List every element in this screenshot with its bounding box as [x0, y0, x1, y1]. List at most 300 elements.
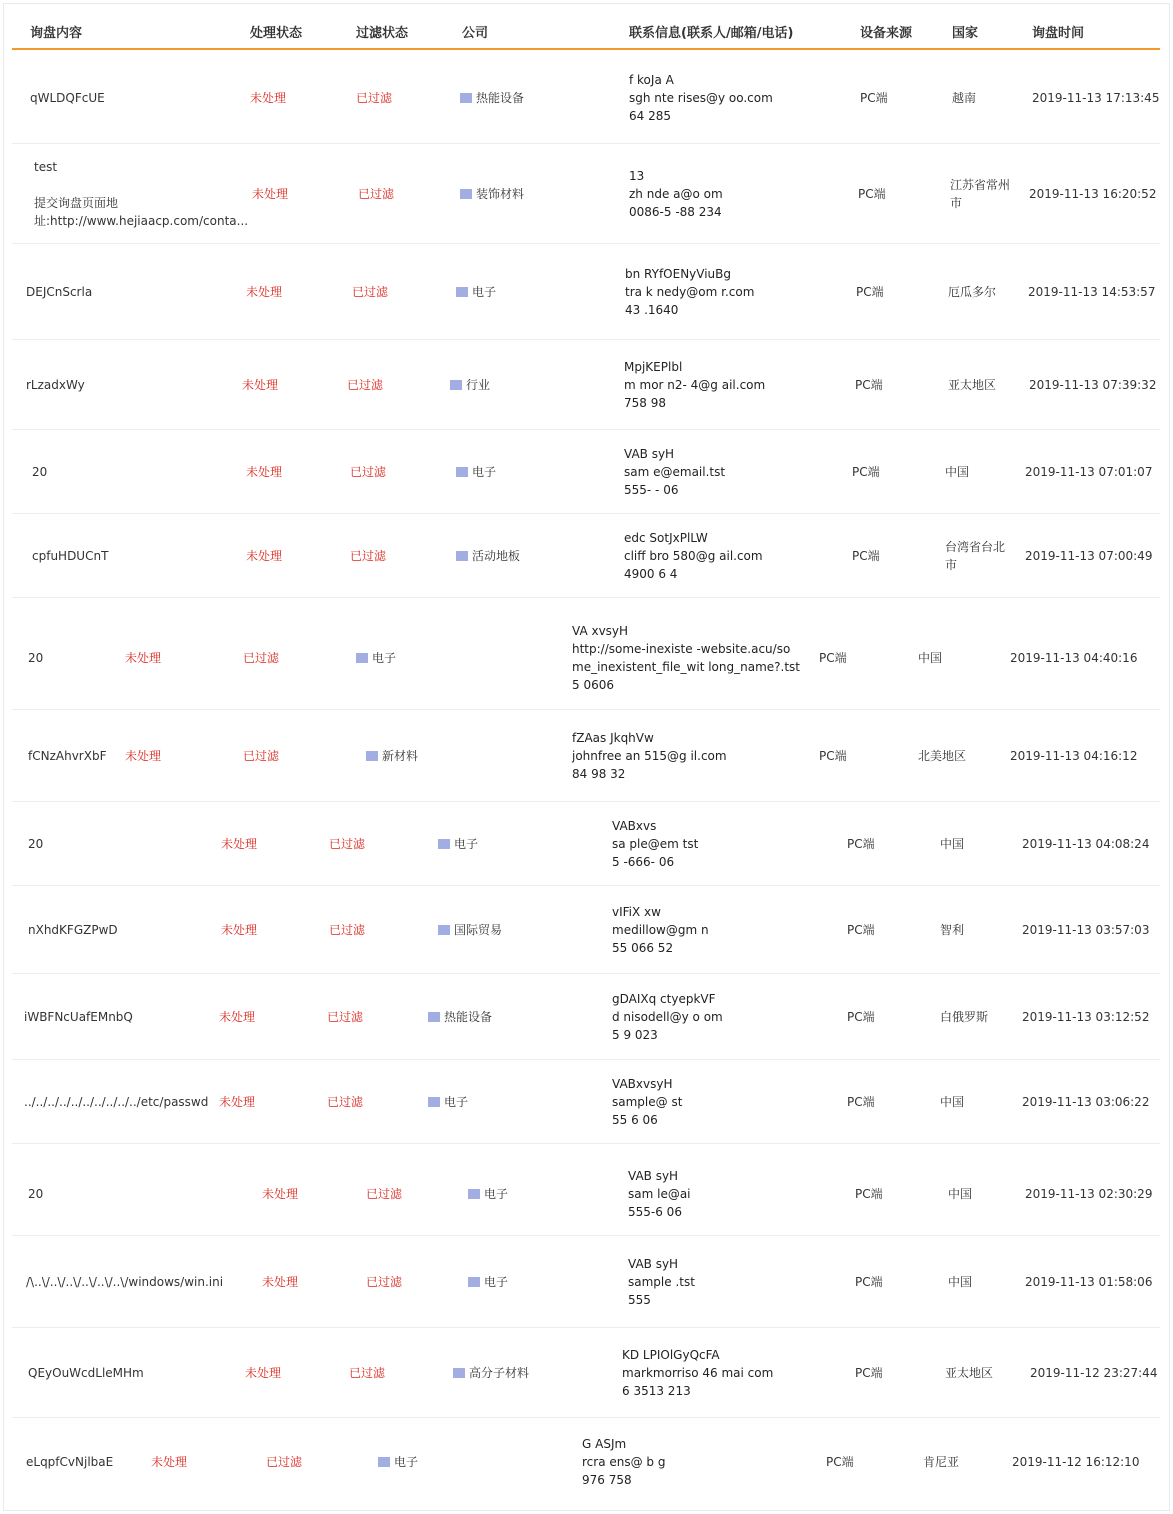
country-line: 中国 — [918, 651, 943, 665]
contact-info — [628, 1255, 695, 1309]
device-source-line: PC端 — [855, 1275, 883, 1289]
company-name — [466, 376, 490, 394]
contact-info — [628, 1167, 691, 1221]
company-logo-icon — [460, 93, 472, 103]
company-name-line: 行业 — [466, 378, 491, 392]
company-name-line: 电子 — [454, 837, 479, 851]
table-row[interactable] — [12, 244, 1160, 340]
inquiry-time-line: 2019-11-13 07:00:49 — [1025, 549, 1153, 563]
inquiry-time-line: 2019-11-13 17:13:45 — [1032, 91, 1160, 105]
inquiry-content — [28, 747, 106, 765]
contact-info-line: markmorriso 46 mai com — [622, 1366, 774, 1380]
contact-info-line: medillow@gm n — [612, 923, 709, 937]
contact-info-line: vIFiX xw — [612, 905, 661, 919]
contact-info — [612, 817, 698, 871]
contact-info — [622, 1346, 773, 1400]
inquiry-time — [1029, 185, 1156, 203]
country — [923, 1453, 959, 1471]
contact-info-line: gDAIXq ctyepkVF — [612, 992, 716, 1006]
inquiry-time — [1032, 89, 1159, 107]
process-status-line: 未处理 — [250, 91, 287, 105]
country — [918, 747, 966, 765]
inquiry-time — [1025, 547, 1152, 565]
contact-info-line: 5 9 023 — [612, 1028, 658, 1042]
inquiry-time — [1022, 921, 1149, 939]
inquiry-content — [28, 921, 118, 939]
process-status — [245, 1364, 281, 1382]
filter-status-line: 已过滤 — [329, 923, 366, 937]
device-source-line: PC端 — [852, 549, 880, 563]
company-name — [372, 649, 396, 667]
country-line: 市 — [950, 196, 963, 210]
col-header-company: 公司 — [462, 26, 489, 41]
inquiry-time-line: 2019-11-12 16:12:10 — [1012, 1455, 1140, 1469]
company-logo-icon — [460, 189, 472, 199]
company-logo-icon — [450, 380, 462, 390]
process-status-line: 未处理 — [262, 1275, 299, 1289]
filter-status — [350, 547, 386, 565]
device-source — [855, 1364, 883, 1382]
contact-info-line: sgh nte rises@y oo.com — [629, 91, 773, 105]
company-name — [484, 1273, 508, 1291]
contact-info-line: 6 3513 213 — [622, 1384, 691, 1398]
company-name-line: 电子 — [484, 1187, 509, 1201]
country-line: 智利 — [940, 923, 965, 937]
process-status-line: 未处理 — [246, 465, 283, 479]
country — [952, 89, 976, 107]
company-logo-icon — [356, 653, 368, 663]
inquiry-time — [1022, 835, 1149, 853]
company-name-line: 新材料 — [382, 749, 419, 763]
device-source-line: PC端 — [847, 837, 875, 851]
process-status — [221, 835, 257, 853]
device-source — [855, 376, 883, 394]
filter-status-line: 已过滤 — [350, 465, 387, 479]
contact-info-line: http://some-inexiste -website.acu/so — [572, 642, 791, 656]
country-line: 北美地区 — [918, 749, 967, 763]
country — [945, 463, 969, 481]
device-source — [847, 921, 875, 939]
country-line: 亚太地区 — [945, 1366, 994, 1380]
inquiry-time-line: 2019-11-13 14:53:57 — [1028, 285, 1156, 299]
contact-info-line: edc SotJxPlLW — [624, 531, 708, 545]
inquiry-content-line: eLqpfCvNjlbaE — [26, 1455, 114, 1469]
company-logo-icon — [438, 839, 450, 849]
contact-info-line: f koJa A — [629, 73, 674, 87]
inquiry-content — [26, 376, 85, 394]
contact-info-line: me_inexistent_file_wit long_name?.tst — [572, 660, 800, 674]
device-source — [819, 649, 847, 667]
inquiry-time-line: 2019-11-13 07:39:32 — [1029, 378, 1157, 392]
col-header-contact: 联系信息(联系人/邮箱/电话) — [629, 26, 794, 41]
device-source — [819, 747, 847, 765]
country-line: 江苏省常州 — [950, 178, 1011, 192]
contact-info-line: cliff bro 580@g ail.com — [624, 549, 763, 563]
inquiry-content-line: qWLDQFcUE — [30, 91, 105, 105]
device-source — [855, 1273, 883, 1291]
table-row[interactable] — [12, 802, 1160, 886]
contact-info-line: 976 758 — [582, 1473, 632, 1487]
inquiry-content — [28, 835, 43, 853]
filter-status — [329, 921, 365, 939]
company-name-line: 电子 — [472, 465, 497, 479]
filter-status — [329, 835, 365, 853]
inquiry-content-line: ../../../../../../../../../../etc/passwd — [24, 1095, 209, 1109]
inquiry-content — [30, 89, 105, 107]
country-line: 中国 — [940, 837, 965, 851]
process-status — [246, 283, 282, 301]
filter-status — [356, 89, 392, 107]
process-status-line: 未处理 — [262, 1187, 299, 1201]
contact-info — [572, 622, 800, 694]
inquiry-content-line: iWBFNcUafEMnbQ — [24, 1010, 133, 1024]
col-header-country: 国家 — [952, 26, 979, 41]
process-status — [242, 376, 278, 394]
inquiry-time — [1022, 1093, 1149, 1111]
process-status — [252, 185, 288, 203]
country-line: 中国 — [945, 465, 970, 479]
filter-status-line: 已过滤 — [329, 837, 366, 851]
inquiry-time — [1025, 463, 1152, 481]
country-line: 肯尼亚 — [923, 1455, 960, 1469]
company-name-line: 电子 — [472, 285, 497, 299]
inquiry-time-line: 2019-11-12 23:27:44 — [1030, 1366, 1158, 1380]
country — [948, 1273, 972, 1291]
device-source-line: PC端 — [855, 378, 883, 392]
contact-info-line: VAB syH — [624, 447, 675, 461]
country-line: 白俄罗斯 — [940, 1010, 989, 1024]
device-source — [847, 835, 875, 853]
inquiry-content — [32, 547, 108, 565]
contact-info-line: 758 98 — [624, 396, 666, 410]
contact-info-line: sam le@ai — [628, 1187, 691, 1201]
country — [945, 1364, 993, 1382]
inquiry-time — [1022, 1008, 1149, 1026]
contact-info-line: tra k nedy@om r.com — [625, 285, 755, 299]
contact-info-line: rcra ens@ b g — [582, 1455, 666, 1469]
process-status — [262, 1185, 298, 1203]
inquiry-time-line: 2019-11-13 02:30:29 — [1025, 1187, 1153, 1201]
filter-status — [347, 376, 383, 394]
company-name — [454, 921, 502, 939]
contact-info-line: 555 — [628, 1293, 651, 1307]
device-source-line: PC端 — [860, 91, 888, 105]
contact-info-line: 4900 6 4 — [624, 567, 678, 581]
company-name-line: 热能设备 — [444, 1010, 493, 1024]
process-status — [250, 89, 286, 107]
device-source — [856, 283, 884, 301]
table-row[interactable] — [12, 1328, 1160, 1418]
device-source — [852, 547, 880, 565]
company-name-line: 装饰材料 — [476, 187, 525, 201]
filter-status — [327, 1093, 363, 1111]
filter-status — [243, 649, 279, 667]
inquiry-content — [32, 463, 47, 481]
contact-info-line: 0086-5 -88 234 — [629, 205, 722, 219]
table-row[interactable] — [12, 1236, 1160, 1328]
inquiry-time — [1012, 1453, 1139, 1471]
filter-status-line: 已过滤 — [356, 91, 393, 105]
inquiry-content-line — [34, 176, 248, 194]
contact-info-line: johnfree an 515@g il.com — [572, 749, 727, 763]
contact-info-line: sample .tst — [628, 1275, 695, 1289]
contact-info — [629, 167, 723, 221]
inquiry-content-line: QEyOuWcdLleMHm — [28, 1366, 144, 1380]
contact-info — [582, 1435, 665, 1489]
company-name-line: 高分子材料 — [469, 1366, 530, 1380]
table-row[interactable] — [12, 1418, 1160, 1506]
company-logo-icon — [378, 1457, 390, 1467]
device-source-line: PC端 — [847, 923, 875, 937]
inquiry-time — [1028, 283, 1155, 301]
filter-status-line: 已过滤 — [266, 1455, 303, 1469]
inquiry-time-line: 2019-11-13 04:16:12 — [1010, 749, 1138, 763]
filter-status-line: 已过滤 — [327, 1095, 364, 1109]
contact-info-line: 64 285 — [629, 109, 671, 123]
process-status-line: 未处理 — [151, 1455, 188, 1469]
inquiry-time-line: 2019-11-13 04:40:16 — [1010, 651, 1138, 665]
process-status — [219, 1008, 255, 1026]
contact-info-line: m mor n2- 4@g ail.com — [624, 378, 766, 392]
table-row[interactable] — [12, 144, 1160, 244]
device-source-line: PC端 — [847, 1095, 875, 1109]
filter-status — [327, 1008, 363, 1026]
contact-info-line: zh nde a@o om — [629, 187, 723, 201]
process-status — [151, 1453, 187, 1471]
company-name-line: 国际贸易 — [454, 923, 503, 937]
company-logo-icon — [428, 1097, 440, 1107]
contact-info-line: bn RYfOENyViuBg — [625, 267, 732, 281]
contact-info-line: VAB syH — [628, 1169, 679, 1183]
inquiry-content — [28, 1185, 43, 1203]
table-row[interactable] — [12, 340, 1160, 430]
contact-info — [624, 529, 763, 583]
process-status-line: 未处理 — [219, 1010, 256, 1024]
table-row[interactable] — [12, 606, 1160, 710]
company-name — [454, 835, 478, 853]
filter-status — [350, 463, 386, 481]
country — [940, 921, 964, 939]
inquiry-time — [1029, 376, 1156, 394]
inquiry-content — [24, 1008, 133, 1026]
inquiry-content-line: /\..\/..\/..\/..\/..\/..\/windows/win.ini — [26, 1275, 224, 1289]
company-name — [472, 283, 496, 301]
col-header-time: 询盘时间 — [1032, 26, 1085, 41]
table-row[interactable] — [12, 710, 1160, 802]
company-name-line: 电子 — [484, 1275, 509, 1289]
table-header — [12, 10, 1160, 50]
company-name-line: 电子 — [394, 1455, 419, 1469]
inquiry-content-line: test — [34, 160, 58, 174]
company-logo-icon — [438, 925, 450, 935]
inquiry-time-line: 2019-11-13 03:06:22 — [1022, 1095, 1150, 1109]
inquiry-time-line: 2019-11-13 03:57:03 — [1022, 923, 1150, 937]
company-name-line: 电子 — [372, 651, 397, 665]
contact-info — [624, 445, 725, 499]
inquiry-content-line: rLzadxWy — [26, 378, 85, 392]
country — [940, 835, 964, 853]
inquiry-content-line: nXhdKFGZPwD — [28, 923, 118, 937]
contact-info-line: 555-6 06 — [628, 1205, 682, 1219]
device-source — [847, 1008, 875, 1026]
col-header-process-status: 处理状态 — [250, 26, 303, 41]
process-status — [221, 921, 257, 939]
filter-status-line: 已过滤 — [350, 549, 387, 563]
contact-info — [612, 990, 723, 1044]
process-status-line: 未处理 — [125, 749, 162, 763]
contact-info-line: sam e@email.tst — [624, 465, 726, 479]
inquiry-content — [24, 1093, 208, 1111]
filter-status — [243, 747, 279, 765]
filter-status-line: 已过滤 — [352, 285, 389, 299]
inquiry-time — [1030, 1364, 1157, 1382]
contact-info-line: VAB syH — [628, 1257, 679, 1271]
contact-info-line: 5 0606 — [572, 678, 614, 692]
country — [940, 1093, 964, 1111]
country — [945, 538, 1005, 574]
contact-info — [612, 1075, 682, 1129]
country — [948, 376, 996, 394]
device-source — [860, 89, 888, 107]
inquiry-time — [1010, 747, 1137, 765]
inquiry-content-line: 20 — [28, 651, 44, 665]
filter-status — [366, 1185, 402, 1203]
device-source — [855, 1185, 883, 1203]
filter-status — [349, 1364, 385, 1382]
country — [940, 1008, 988, 1026]
inquiry-content — [34, 158, 248, 230]
company-name — [444, 1008, 492, 1026]
company-logo-icon — [468, 1277, 480, 1287]
device-source-line: PC端 — [819, 749, 847, 763]
device-source-line: PC端 — [855, 1366, 883, 1380]
contact-info-line: sample@ st — [612, 1095, 683, 1109]
filter-status-line: 已过滤 — [366, 1187, 403, 1201]
process-status — [246, 463, 282, 481]
contact-info-line: VA xvsyH — [572, 624, 629, 638]
inquiry-content-line: 提交询盘页面地 — [34, 196, 119, 210]
inquiry-content-line: fCNzAhvrXbF — [28, 749, 107, 763]
table-row[interactable] — [12, 52, 1160, 144]
filter-status-line: 已过滤 — [349, 1366, 386, 1380]
device-source-line: PC端 — [819, 651, 847, 665]
company-logo-icon — [453, 1368, 465, 1378]
contact-info-line: 13 — [629, 169, 645, 183]
contact-info-line: 55 6 06 — [612, 1113, 658, 1127]
inquiry-content — [26, 1273, 223, 1291]
country — [948, 1185, 972, 1203]
device-source-line: PC端 — [856, 285, 884, 299]
process-status — [125, 747, 161, 765]
contact-info-line: VABxvs — [612, 819, 657, 833]
contact-info-line: sa ple@em tst — [612, 837, 699, 851]
country-line: 中国 — [948, 1275, 973, 1289]
company-name-line: 电子 — [444, 1095, 469, 1109]
device-source-line: PC端 — [858, 187, 886, 201]
device-source-line: PC端 — [852, 465, 880, 479]
col-header-filter-status: 过滤状态 — [356, 26, 409, 41]
company-name — [472, 547, 520, 565]
inquiry-content — [28, 1364, 144, 1382]
country-line: 厄瓜多尔 — [948, 285, 997, 299]
device-source-line: PC端 — [847, 1010, 875, 1024]
company-logo-icon — [456, 467, 468, 477]
col-header-content: 询盘内容 — [30, 26, 83, 41]
filter-status-line: 已过滤 — [347, 378, 384, 392]
inquiry-time — [1010, 649, 1137, 667]
process-status-line: 未处理 — [219, 1095, 256, 1109]
company-logo-icon — [456, 551, 468, 561]
inquiry-time-line: 2019-11-13 03:12:52 — [1022, 1010, 1150, 1024]
company-logo-icon — [366, 751, 378, 761]
contact-info-line: 43 .1640 — [625, 303, 679, 317]
filter-status — [352, 283, 388, 301]
process-status — [219, 1093, 255, 1111]
contact-info-line: G ASJm — [582, 1437, 627, 1451]
company-name — [484, 1185, 508, 1203]
contact-info — [572, 729, 727, 783]
filter-status-line: 已过滤 — [243, 651, 280, 665]
table-row[interactable] — [12, 886, 1160, 974]
company-name — [476, 89, 524, 107]
country — [918, 649, 942, 667]
table-row[interactable] — [12, 430, 1160, 514]
inquiry-time — [1025, 1185, 1152, 1203]
company-name — [469, 1364, 529, 1382]
table-row[interactable] — [12, 1060, 1160, 1144]
country-line: 越南 — [952, 91, 977, 105]
process-status-line: 未处理 — [246, 285, 283, 299]
contact-info — [625, 265, 754, 319]
contact-info — [624, 358, 765, 412]
table-row[interactable] — [12, 1152, 1160, 1236]
company-name-line: 活动地板 — [472, 549, 521, 563]
contact-info-line: d nisodell@y o om — [612, 1010, 723, 1024]
country — [950, 176, 1010, 212]
contact-info-line: 5 -666- 06 — [612, 855, 675, 869]
filter-status — [366, 1273, 402, 1291]
process-status-line: 未处理 — [242, 378, 279, 392]
inquiry-time-line: 2019-11-13 04:08:24 — [1022, 837, 1150, 851]
table-row[interactable] — [12, 514, 1160, 598]
company-name — [476, 185, 524, 203]
company-name — [382, 747, 418, 765]
device-source — [858, 185, 886, 203]
process-status-line: 未处理 — [245, 1366, 282, 1380]
company-logo-icon — [428, 1012, 440, 1022]
table-row[interactable] — [12, 974, 1160, 1060]
contact-info-line: 84 98 32 — [572, 767, 626, 781]
device-source-line: PC端 — [855, 1187, 883, 1201]
process-status-line: 未处理 — [252, 187, 289, 201]
country-line: 亚太地区 — [948, 378, 997, 392]
inquiry-content — [26, 1453, 113, 1471]
device-source — [852, 463, 880, 481]
company-name — [444, 1093, 468, 1111]
company-logo-icon — [456, 287, 468, 297]
country-line: 中国 — [948, 1187, 973, 1201]
process-status-line: 未处理 — [246, 549, 283, 563]
process-status-line: 未处理 — [125, 651, 162, 665]
process-status-line: 未处理 — [221, 923, 258, 937]
company-name — [394, 1453, 418, 1471]
process-status — [262, 1273, 298, 1291]
inquiry-content-line: 20 — [28, 837, 44, 851]
contact-info-line: KD LPIOlGyQcFA — [622, 1348, 720, 1362]
filter-status-line: 已过滤 — [366, 1275, 403, 1289]
device-source-line: PC端 — [826, 1455, 854, 1469]
inquiry-content — [26, 283, 92, 301]
